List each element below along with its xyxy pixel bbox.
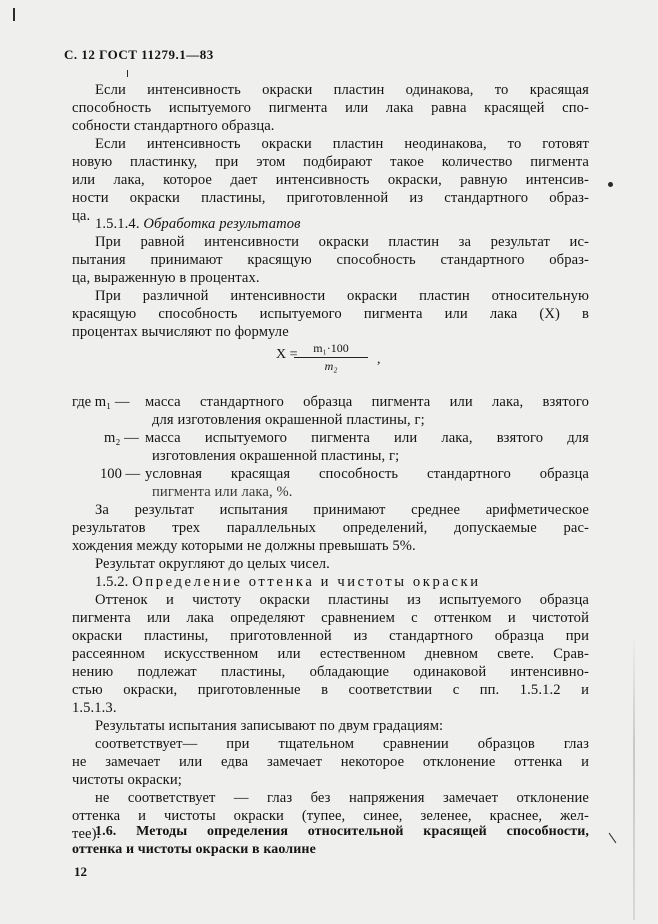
text-line: собности стандартного образца. <box>72 118 275 134</box>
text-line: не соответствует — глаз без напряжения замечает отклонение <box>95 790 589 806</box>
text-line: ца, выраженную в процентах. <box>72 270 260 286</box>
page-number: 12 <box>74 864 87 879</box>
definition-term: где m₁ — <box>72 394 130 410</box>
section-title: Определение оттенка и чистоты окраски <box>132 574 481 590</box>
definition-line: условная красящая способность стандартного образца <box>145 466 589 482</box>
formula-lhs: X = <box>276 347 298 362</box>
section-heading <box>95 215 301 233</box>
text-line: ности окраски пластины, приготовленной из стандартного образ- <box>72 190 589 206</box>
text-line: пигмента или лака определяют сравнением с оттенком и чистотой <box>72 610 589 626</box>
text-line: При равной интенсивности окраски пластин за результат ис- <box>95 234 589 250</box>
text-line: пытания принимают красящую способность стандартного образ- <box>72 252 589 268</box>
text-line: результатов трех параллельных определений, допускаемые рас- <box>72 520 589 536</box>
text-line: оттенка и чистоты окраски (тупее, синее, зеленее, краснее, жел- <box>72 808 589 824</box>
text-line: новую пластинку, при этом подбирают такое количество пигмента <box>72 154 589 170</box>
text-line: хождения между которыми не должны превышать 5%. <box>72 538 416 554</box>
section-title: Обработка результатов <box>143 216 301 232</box>
formula-denominator: m₂ <box>324 359 338 373</box>
section-heading <box>95 573 589 591</box>
definition-term: m₂ — <box>104 430 139 446</box>
text-line: стью окраски, приготовленные в соответствии с пп. 1.5.1.2 и <box>72 682 589 698</box>
definition-line: изготовления окрашенной пластины, г; <box>152 448 400 464</box>
section-heading: оттенка и чистоты окраски в каолине <box>72 842 316 857</box>
definition-line: для изготовления окрашенной пластины, г; <box>152 412 425 428</box>
text-line: Если интенсивность окраски пластин неодинакова, то готовят <box>95 136 589 152</box>
text-line: чистоты окраски; <box>72 772 182 788</box>
text-line: рассеянном искусственном или естественном дневном свете. Срав- <box>72 646 589 662</box>
page-header: С. 12 ГОСТ 11279.1—83 <box>64 47 214 62</box>
text-line: Если интенсивность окраски пластин одинакова, то красящая <box>95 82 589 98</box>
definition-line: пигмента или лака, %. <box>152 484 293 500</box>
scan-edge-shadow <box>633 630 635 920</box>
scan-mark <box>609 833 617 843</box>
section-number: 1.5.2. <box>95 574 129 590</box>
text-line: тее). <box>72 826 101 842</box>
text-line: При различной интенсивности окраски пластин относительную <box>95 288 589 304</box>
text-line: нению подлежат пластины, обладающие одинаковой интенсивно- <box>72 664 589 680</box>
definition-line: масса испытуемого пигмента или лака, взятого для <box>145 430 589 446</box>
text-line: Результат округляют до целых чисел. <box>95 556 330 572</box>
scan-mark <box>13 8 15 21</box>
definition-line: масса стандартного образца пигмента или лака, взятого <box>145 394 589 410</box>
text-line: окраски пластины, приготовленной из стандартного образца при <box>72 628 589 644</box>
definition-term: 100 — <box>100 466 141 482</box>
section-heading: 1.6. Методы определения относительной красящей способности, <box>95 824 589 839</box>
text-line: процентах вычисляют по формуле <box>72 324 289 340</box>
fraction-bar <box>294 357 368 358</box>
scan-dot <box>608 182 613 187</box>
text-line: способность испытуемого пигмента или лака равна красящей спо- <box>72 100 589 116</box>
text-line: Результаты испытания записывают по двум градациям: <box>95 718 444 734</box>
formula-numerator: m₁·100 <box>313 341 349 355</box>
formula-tail: , <box>377 352 381 367</box>
formula-fraction <box>294 341 368 373</box>
text-line: не замечает или едва замечает некоторое отклонение оттенка и <box>72 754 589 770</box>
scan-mark <box>127 70 128 77</box>
text-line: красящую способность испытуемого пигмента или лака (X) в <box>72 306 589 322</box>
section-number: 1.5.1.4. <box>95 216 140 232</box>
text-line: За результат испытания принимают среднее арифметическое <box>95 502 589 518</box>
text-line: Оттенок и чистоту окраски пластины из испытуемого образца <box>95 592 589 608</box>
text-line: 1.5.1.3. <box>72 700 117 716</box>
text-line: соответствует— при тщательном сравнении образцов глаз <box>95 736 589 752</box>
text-line: или лака, которое дает интенсивность окраски, равную интенсив- <box>72 172 589 188</box>
text-line: ца. <box>72 208 91 224</box>
